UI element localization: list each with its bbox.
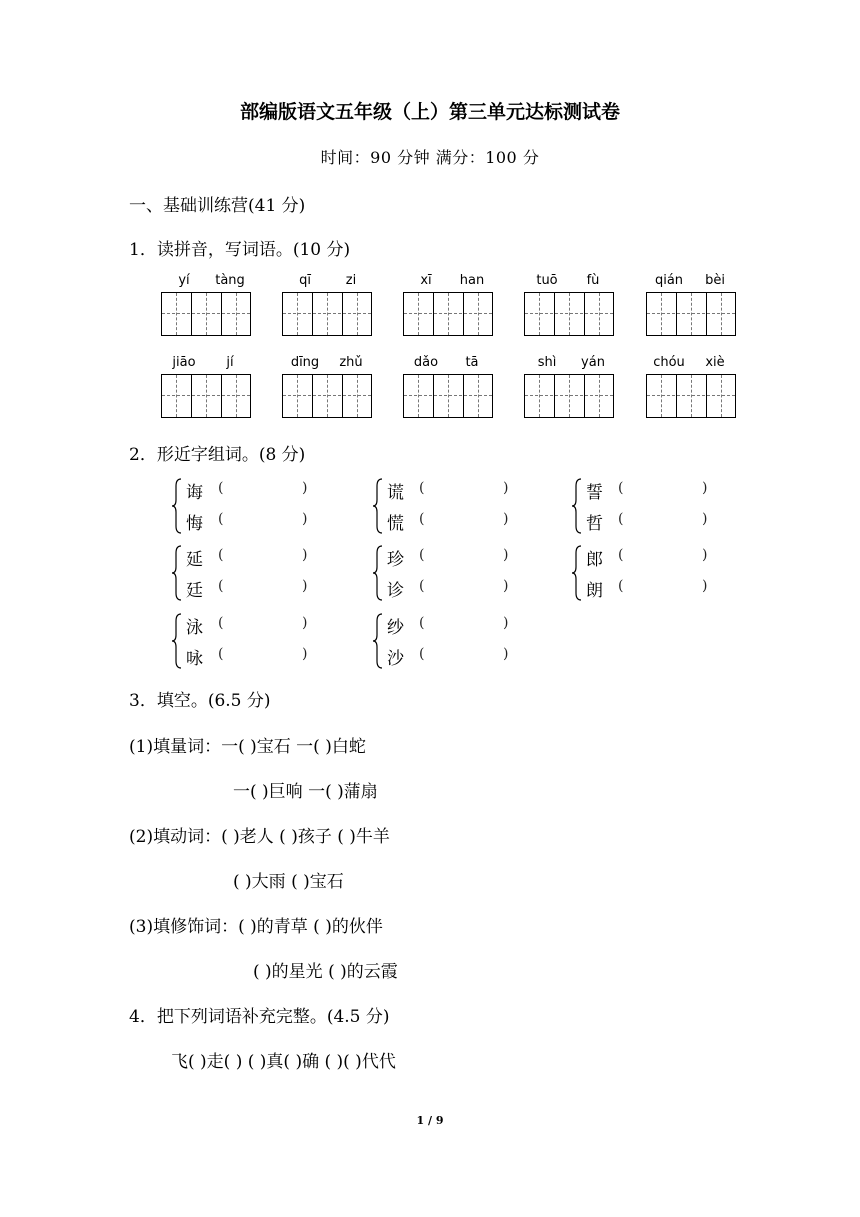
paren-close: ) (302, 480, 308, 496)
paren-open: ( (618, 547, 624, 563)
pinyin-text (646, 273, 738, 291)
writing-boxes[interactable] (161, 292, 251, 336)
character: 谎 (387, 483, 404, 503)
exam-info: 时间：90 分钟 满分：100 分 (320, 148, 540, 167)
paren-open: ( (218, 480, 224, 496)
paren-close: ) (702, 480, 708, 496)
pinyin-syllable: zhǔ (339, 355, 363, 370)
character: 诊 (387, 581, 404, 601)
writing-boxes[interactable] (524, 292, 614, 336)
paren-close: ) (302, 615, 308, 631)
pinyin-syllable: dīng (290, 355, 320, 370)
writing-boxes[interactable] (282, 374, 372, 418)
character: 咏 (186, 649, 203, 669)
pinyin-syllable: yán (581, 355, 605, 370)
pinyin-syllable: yí (178, 273, 190, 288)
char-pair (572, 476, 722, 538)
character: 朗 (586, 581, 603, 601)
character: 泳 (186, 618, 203, 638)
idiom-line: 飞( )走( ) ( )真( )确 ( )( )代代 (171, 1052, 396, 1072)
character: 延 (186, 550, 203, 570)
character: 诲 (186, 483, 203, 503)
character: 慌 (387, 514, 404, 534)
paren-open: ( (419, 578, 425, 594)
char-pair (172, 543, 322, 605)
paren-open: ( (218, 615, 224, 631)
fill-line-4: ( )大雨 ( )宝石 (233, 872, 344, 892)
brace-icon (373, 613, 383, 669)
page-number: 1 / 9 (416, 1114, 444, 1127)
paren-close: ) (302, 578, 308, 594)
pinyin-syllable: fù (586, 273, 600, 288)
pinyin-syllable: zi (345, 273, 357, 288)
question-1-label: 1．读拼音，写词语。(10 分) (129, 240, 351, 260)
pinyin-text (403, 355, 495, 373)
paren-open: ( (618, 578, 624, 594)
brace-icon (373, 545, 383, 601)
pinyin-text (161, 273, 253, 291)
character: 廷 (186, 581, 203, 601)
character: 珍 (387, 550, 404, 570)
char-pair (172, 611, 322, 673)
pinyin-syllable: shì (537, 355, 557, 370)
pinyin-text (403, 273, 495, 291)
pinyin-syllable: xī (420, 273, 432, 288)
pinyin-syllable: tā (465, 355, 479, 370)
pinyin-text (282, 273, 374, 291)
paren-open: ( (618, 511, 624, 527)
paren-open: ( (419, 615, 425, 631)
pinyin-text (524, 355, 616, 373)
pinyin-syllable: qī (299, 273, 311, 288)
writing-boxes[interactable] (403, 374, 493, 418)
fill-line-2: 一( )巨响 一( )蒲扇 (233, 782, 378, 802)
paren-open: ( (218, 646, 224, 662)
paren-open: ( (419, 646, 425, 662)
character: 誓 (586, 483, 603, 503)
section-heading: 一、基础训练营(41 分) (129, 196, 306, 216)
pinyin-syllable: tuō (536, 273, 558, 288)
pinyin-syllable: dǎo (413, 355, 439, 370)
paren-close: ) (503, 615, 509, 631)
brace-icon (172, 613, 182, 669)
paren-close: ) (702, 578, 708, 594)
character: 哲 (586, 514, 603, 534)
char-pair (373, 476, 523, 538)
char-pair (373, 543, 523, 605)
character: 郎 (586, 550, 603, 570)
paren-close: ) (503, 511, 509, 527)
brace-icon (172, 545, 182, 601)
fill-line-6: ( )的星光 ( )的云霞 (253, 962, 398, 982)
pinyin-syllable: xiè (705, 355, 725, 370)
paren-close: ) (302, 547, 308, 563)
writing-boxes[interactable] (524, 374, 614, 418)
writing-boxes[interactable] (646, 374, 736, 418)
question-3-label: 3．填空。(6.5 分) (129, 691, 271, 711)
writing-boxes[interactable] (646, 292, 736, 336)
brace-icon (572, 478, 582, 534)
pinyin-text (524, 273, 616, 291)
fill-line-3: (2)填动词：( )老人 ( )孩子 ( )牛羊 (129, 827, 390, 847)
char-pair (172, 476, 322, 538)
pinyin-syllable: qián (654, 273, 684, 288)
pinyin-syllable: tàng (215, 273, 245, 288)
paren-close: ) (702, 511, 708, 527)
writing-boxes[interactable] (161, 374, 251, 418)
character: 悔 (186, 514, 203, 534)
pinyin-text (161, 355, 253, 373)
question-4-label: 4．把下列词语补充完整。(4.5 分) (129, 1007, 390, 1027)
fill-line-5: (3)填修饰词：( )的青草 ( )的伙伴 (129, 917, 383, 937)
pinyin-syllable: han (459, 273, 485, 288)
char-pair (373, 611, 523, 673)
paren-open: ( (419, 547, 425, 563)
page-title: 部编版语文五年级（上）第三单元达标测试卷 (239, 101, 620, 123)
paren-close: ) (302, 511, 308, 527)
character: 纱 (387, 618, 404, 638)
pinyin-syllable: chóu (653, 355, 685, 370)
paren-close: ) (503, 480, 509, 496)
paren-close: ) (302, 646, 308, 662)
brace-icon (373, 478, 383, 534)
paren-open: ( (218, 511, 224, 527)
paren-close: ) (503, 646, 509, 662)
question-2-label: 2．形近字组词。(8 分) (129, 445, 306, 465)
paren-open: ( (419, 480, 425, 496)
paren-open: ( (218, 578, 224, 594)
writing-boxes[interactable] (403, 292, 493, 336)
paren-open: ( (618, 480, 624, 496)
paren-close: ) (503, 547, 509, 563)
fill-line-1: (1)填量词：一( )宝石 一( )白蛇 (129, 737, 366, 757)
pinyin-text (282, 355, 374, 373)
character: 沙 (387, 649, 404, 669)
paren-close: ) (702, 547, 708, 563)
paren-close: ) (503, 578, 509, 594)
brace-icon (572, 545, 582, 601)
pinyin-grid (161, 273, 737, 423)
paren-open: ( (419, 511, 425, 527)
writing-boxes[interactable] (282, 292, 372, 336)
paren-open: ( (218, 547, 224, 563)
pinyin-text (646, 355, 738, 373)
pinyin-syllable: jí (226, 355, 234, 370)
pinyin-syllable: jiāo (172, 355, 196, 370)
char-pair (572, 543, 722, 605)
pinyin-syllable: bèi (705, 273, 725, 288)
brace-icon (172, 478, 182, 534)
